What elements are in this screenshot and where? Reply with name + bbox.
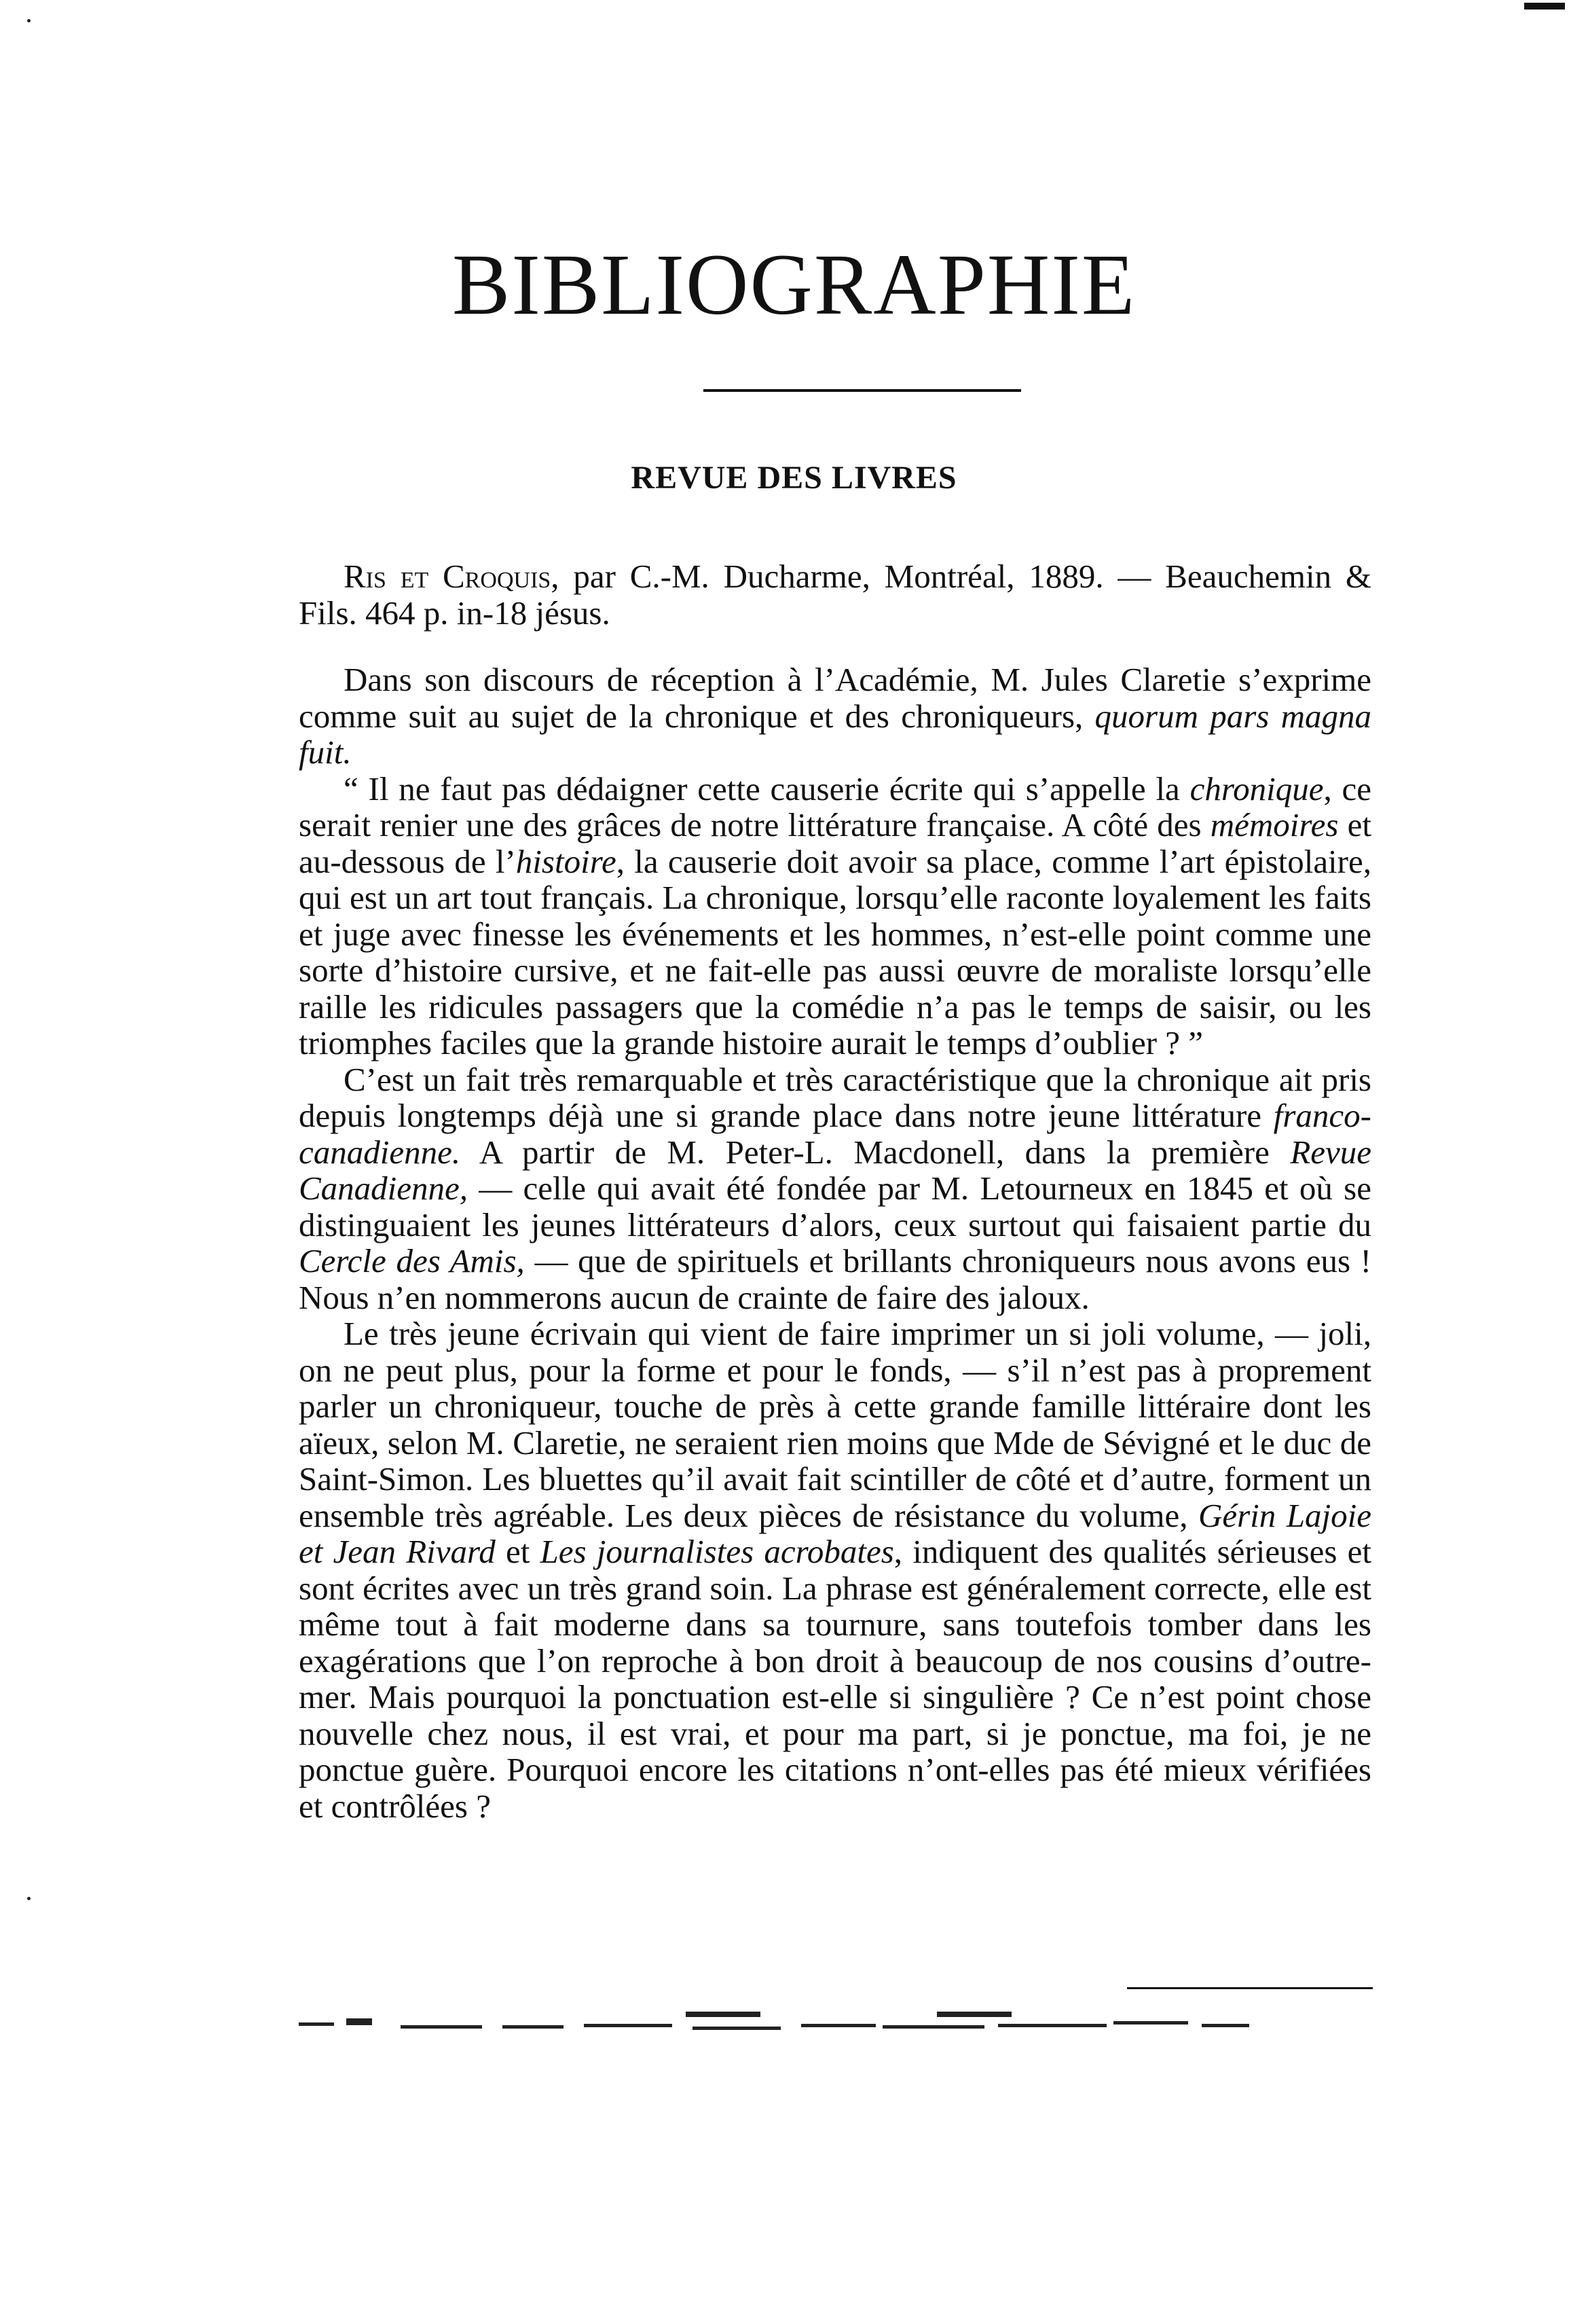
paragraph-list bbox=[299, 661, 1371, 1824]
section-subtitle: REVUE DES LIVRES bbox=[631, 460, 957, 496]
title-divider bbox=[703, 389, 1021, 392]
text-run: et au-dessous de l’ bbox=[299, 806, 1371, 880]
text-run: A partir de M. Peter-L. Macdonell, dans la première bbox=[460, 1133, 1291, 1171]
text-run: Dans son discours de réception à l’Académie, M. Jules Claretie s’exprime comme suit au sujet de la chronique et des chroniqueurs, bbox=[299, 661, 1371, 735]
book-reference bbox=[299, 558, 1371, 631]
italic-text: mémoires bbox=[1210, 806, 1339, 843]
italic-text: Cercle des Amis, bbox=[299, 1242, 525, 1279]
scan-noise bbox=[299, 2009, 1249, 2036]
article-body bbox=[299, 558, 1371, 1824]
corner-mark bbox=[1524, 3, 1565, 10]
book-title: Ris et Croquis bbox=[344, 558, 551, 595]
text-run: et bbox=[495, 1533, 540, 1570]
margin-dot bbox=[27, 1897, 31, 1900]
italic-text: histoire bbox=[515, 842, 616, 880]
paragraph bbox=[299, 1315, 1371, 1824]
text-run: — celle qui avait été fondée par M. Letourneux en 1845 et où se distinguaient les jeunes littérateurs d’alors, ceux surtout qui faisaient partie du bbox=[299, 1169, 1371, 1243]
text-run: , la causerie doit avoir sa place, comme l’art épistolaire, qui est un art tout français. La chronique, lorsqu’elle raconte loyalement les faits et juge avec finesse les événements et les hommes, n’est-elle point comme une sorte d’histoire cursive, et ne fait-elle pas aussi œuvre de moraliste lorsqu’elle raille les ridicules passagers que la comédie n’a pas le temps de saisir, ou les triomphes faciles que la grande histoire aurait le temps d’oublier ? ” bbox=[299, 842, 1371, 1061]
italic-text: Gérin Lajoie et Jean Rivard bbox=[299, 1496, 1372, 1570]
text-run: Le très jeune écrivain qui vient de faire imprimer un si joli volume, — joli, on ne peut plus, pour la forme et pour le fonds, — s’il n’est pas à proprement parler un chroniqueur, touche de près à cette grande famille littéraire dont les aïeux, selon M. Claretie, ne seraient rien moins que Mde de Sévigné et le duc de Saint-Simon. Les bluettes qu’il avait fait scintiller de côté et d’autre, forment un ensemble très agréable. Les deux pièces de résistance du volume, bbox=[299, 1315, 1371, 1534]
page-title: BIBLIOGRAPHIE bbox=[451, 236, 1137, 333]
text-run: C’est un fait très remarquable et très caractéristique que la chronique ait pris depuis longtemps déjà une si grande place dans notre jeune littérature bbox=[299, 1060, 1371, 1134]
italic-text: Les journalistes acrobates bbox=[540, 1533, 894, 1570]
italic-text: franco-canadienne. bbox=[299, 1097, 1371, 1171]
paragraph bbox=[299, 1061, 1371, 1316]
italic-text: quorum pars magna fuit. bbox=[299, 697, 1371, 771]
book-details: , par C.-M. Ducharme, Montréal, 1889. — Beauchemin & Fils. 464 p. in-18 jésus. bbox=[299, 558, 1371, 632]
text-run: — que de spirituels et brillants chroniqueurs nous avons eus ! Nous n’en nommerons aucun de crainte de faire des jaloux. bbox=[299, 1242, 1371, 1316]
paragraph bbox=[299, 771, 1371, 1061]
text-run: , indiquent des qualités sérieuses et sont écrites avec un très grand soin. La phrase est généralement correcte, elle est même tout à fait moderne dans sa tournure, sans toutefois tomber dans les exagérations que l’on reproche à bon droit à beaucoup de nos cousins d’outre-mer. Mais pourquoi la ponctuation est-elle si singulière ? Ce n’est point chose nouvelle chez nous, il est vrai, et pour ma part, si je ponctue, ma foi, je ne ponctue guère. Pourquoi encore les citations n’ont-elles pas été mieux vérifiées et contrôlées ? bbox=[299, 1533, 1371, 1825]
italic-text: chronique bbox=[1189, 769, 1324, 807]
text-run: , ce serait renier une des grâces de notre littérature française. A côté des bbox=[299, 769, 1371, 843]
text-run: “ Il ne faut pas dédaigner cette causerie écrite qui s’appelle la bbox=[344, 769, 1190, 807]
italic-text: Revue Canadienne, bbox=[299, 1133, 1371, 1207]
margin-dot bbox=[27, 19, 31, 22]
bottom-rule bbox=[1127, 1987, 1373, 1989]
paragraph bbox=[299, 661, 1371, 771]
